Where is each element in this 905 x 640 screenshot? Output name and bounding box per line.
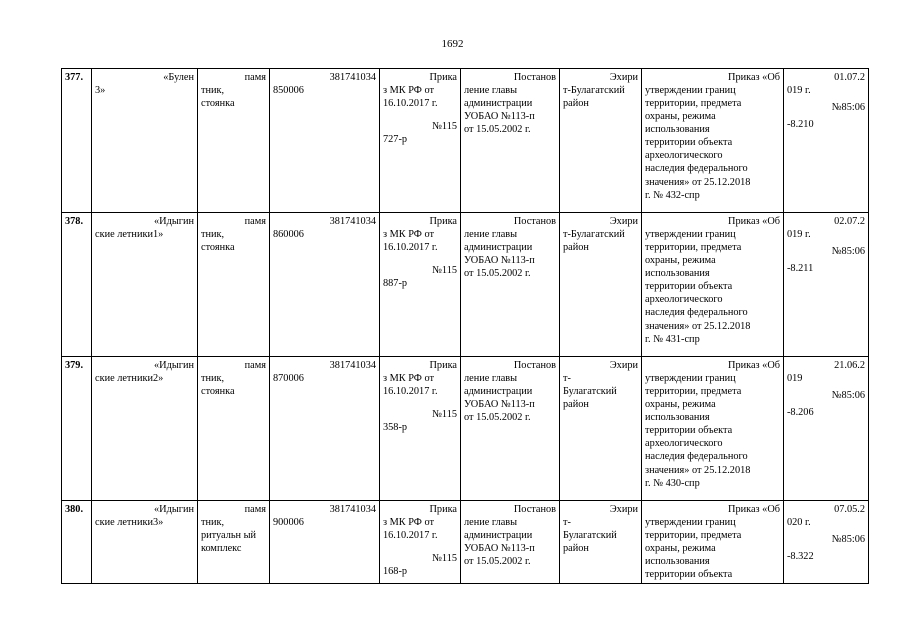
table-row: [62, 501, 869, 584]
heritage-registry-table: [61, 68, 869, 584]
resolution-cell: Постанов ление главы администрации УОБАО №113-п от 15.05.2002 г.: [461, 501, 560, 584]
registry-number-cell: 381741034 860006: [270, 213, 380, 357]
boundary-order-cell: Приказ «Об утверждении границ территории, предмета охраны, режима использования территории объекта археологического наследия федерального значения» от 25.12.2018 г. № 432-спр: [642, 69, 784, 213]
registry-number-cell: 381741034 870006: [270, 357, 380, 501]
district-cell: Эхири т-Булагатский район: [560, 69, 642, 213]
registry-number-cell: 381741034 850006: [270, 69, 380, 213]
object-name-cell: «Идыгин ские летники1»: [92, 213, 198, 357]
object-name-cell: «Булен 3»: [92, 69, 198, 213]
district-cell: Эхири т- Булагатский район: [560, 357, 642, 501]
ministry-order-cell: Прика з МК РФ от 16.10.2017 г. №115 358-р: [380, 357, 461, 501]
district-cell: Эхири т-Булагатский район: [560, 213, 642, 357]
table-row: [62, 69, 869, 213]
table-row: [62, 213, 869, 357]
resolution-cell: Постанов ление главы администрации УОБАО №113-п от 15.05.2002 г.: [461, 357, 560, 501]
date-number-cell: 21.06.2 019 №85:06 -8.206: [784, 357, 869, 501]
object-type-cell: памя тник, стоянка: [198, 69, 270, 213]
date-number-cell: 01.07.2 019 г. №85:06 -8.210: [784, 69, 869, 213]
date-number-cell: 02.07.2 019 г. №85:06 -8.211: [784, 213, 869, 357]
page-number: 1692: [441, 38, 464, 50]
ministry-order-cell: Прика з МК РФ от 16.10.2017 г. №115 887-р: [380, 213, 461, 357]
object-type-cell: памя тник, стоянка: [198, 213, 270, 357]
resolution-cell: Постанов ление главы администрации УОБАО №113-п от 15.05.2002 г.: [461, 69, 560, 213]
boundary-order-cell: Приказ «Об утверждении границ территории, предмета охраны, режима использования территории объекта: [642, 501, 784, 584]
district-cell: Эхири т- Булагатский район: [560, 501, 642, 584]
row-number-cell: 378.: [62, 213, 92, 357]
boundary-order-cell: Приказ «Об утверждении границ территории, предмета охраны, режима использования территории объекта археологического наследия федерального значения» от 25.12.2018 г. № 430-спр: [642, 357, 784, 501]
table-row: [62, 357, 869, 501]
row-number-cell: 380.: [62, 501, 92, 584]
row-number-cell: 379.: [62, 357, 92, 501]
date-number-cell: 07.05.2 020 г. №85:06 -8.322: [784, 501, 869, 584]
object-name-cell: «Идыгин ские летники2»: [92, 357, 198, 501]
object-type-cell: памя тник, ритуальн ый комплекс: [198, 501, 270, 584]
object-name-cell: «Идыгин ские летники3»: [92, 501, 198, 584]
object-type-cell: памя тник, стоянка: [198, 357, 270, 501]
boundary-order-cell: Приказ «Об утверждении границ территории, предмета охраны, режима использования территории объекта археологического наследия федерального значения» от 25.12.2018 г. № 431-спр: [642, 213, 784, 357]
ministry-order-cell: Прика з МК РФ от 16.10.2017 г. №115 727-р: [380, 69, 461, 213]
row-number-cell: 377.: [62, 69, 92, 213]
registry-number-cell: 381741034 900006: [270, 501, 380, 584]
ministry-order-cell: Прика з МК РФ от 16.10.2017 г. №115 168-р: [380, 501, 461, 584]
resolution-cell: Постанов ление главы администрации УОБАО №113-п от 15.05.2002 г.: [461, 213, 560, 357]
